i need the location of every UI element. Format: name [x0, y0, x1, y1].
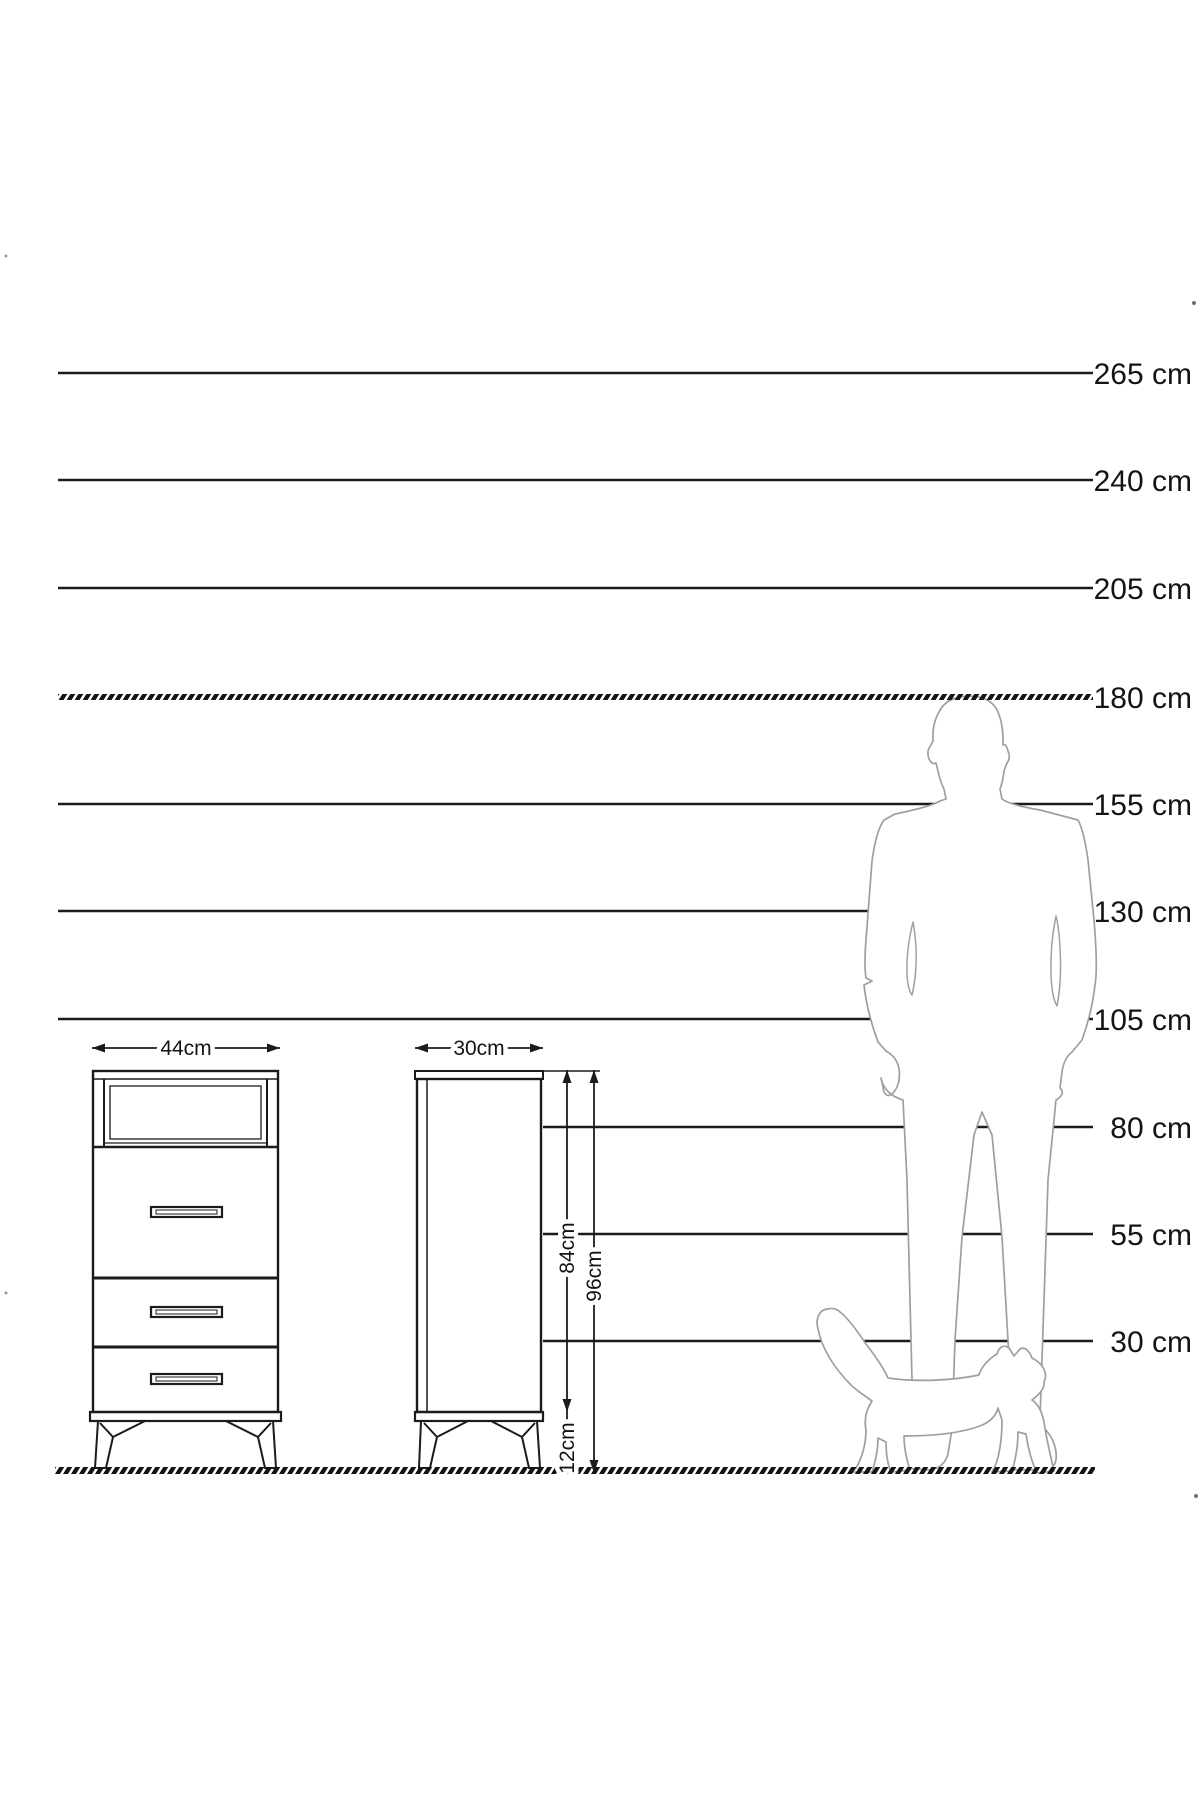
speck [1194, 1494, 1198, 1498]
speck [5, 255, 8, 258]
scale-label-155: 155 cm [1093, 789, 1192, 822]
arrow-up-icon [563, 1070, 572, 1083]
arrow-left-icon [92, 1044, 105, 1053]
speck [5, 1292, 8, 1295]
arrow-up-icon [590, 1070, 599, 1083]
man-silhouette [864, 696, 1096, 1470]
drawer-handle-1 [151, 1207, 222, 1217]
arrow-left-icon [415, 1044, 428, 1053]
front-legs [95, 1421, 276, 1468]
dim-label-side-depth: 30cm [453, 1037, 505, 1060]
dimension-labels [160, 1037, 606, 1474]
cabinet-side-view [415, 1071, 543, 1468]
side-body [417, 1079, 541, 1412]
arrow-right-icon [267, 1044, 280, 1053]
side-base-strip [415, 1412, 543, 1421]
dimension-lines [92, 1044, 600, 1474]
front-base-strip [90, 1412, 281, 1421]
cabinet-front-view [90, 1071, 281, 1468]
dim-label-body-height: 84cm [556, 1222, 579, 1274]
scale-label-30: 30 cm [1110, 1326, 1192, 1359]
scale-label-105: 105 cm [1093, 1004, 1192, 1037]
scale-label-130: 130 cm [1093, 896, 1192, 929]
speck [1192, 301, 1196, 305]
scale-label-55: 55 cm [1110, 1219, 1192, 1252]
arrow-right-icon [530, 1044, 543, 1053]
drawer-handle-2 [151, 1307, 222, 1317]
height-line-180-hatched [58, 694, 1093, 700]
man-outline [864, 696, 1096, 1470]
scale-label-80: 80 cm [1110, 1112, 1192, 1145]
scale-label-265: 265 cm [1093, 358, 1192, 391]
dim-label-total-height: 96cm [583, 1250, 606, 1302]
scale-label-205: 205 cm [1093, 573, 1192, 606]
drawer-handle-3 [151, 1374, 222, 1384]
front-body [93, 1071, 278, 1412]
scale-label-240: 240 cm [1093, 465, 1192, 498]
scale-label-180: 180 cm [1093, 682, 1192, 715]
dim-label-front-width: 44cm [160, 1037, 212, 1060]
scale-labels [1094, 358, 1192, 1359]
side-legs [419, 1421, 540, 1468]
arrow-down-icon [563, 1399, 572, 1412]
dim-label-leg-height: 12cm [556, 1422, 579, 1474]
front-open-shelf [110, 1086, 261, 1139]
